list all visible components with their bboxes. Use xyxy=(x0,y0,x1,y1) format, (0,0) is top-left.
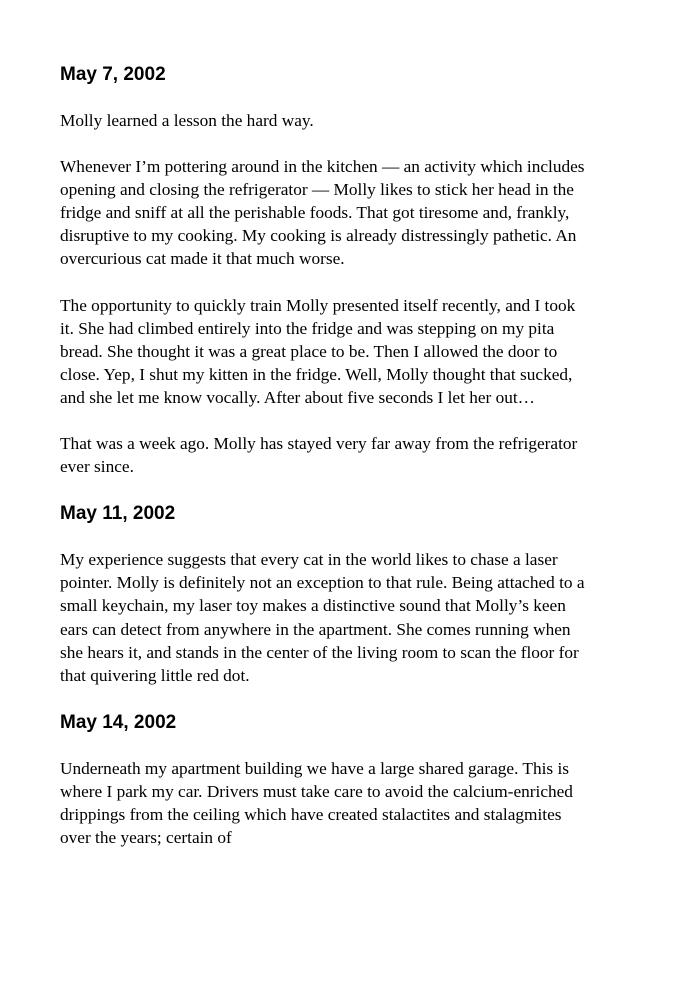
document-page xyxy=(60,62,585,872)
diary-entry-may-7 xyxy=(60,62,585,478)
diary-entry-may-14 xyxy=(60,710,585,849)
entry-paragraph: Molly learned a lesson the hard way. xyxy=(60,111,314,130)
diary-entry-may-11 xyxy=(60,501,585,687)
entry-paragraph: Underneath my apartment building we have a large shared garage. This is where I park my car. Drivers must take care to avoid the calcium-enriched drippings from the ceiling which have created stalactites and stalagmites over the years; certain of xyxy=(60,758,573,848)
entry-paragraph: My experience suggests that every cat in the world likes to chase a laser pointer. Molly is definitely not an exception to that rule. Being attached to a small keychain, my laser toy makes a distinctive sound that Molly’s keen ears can detect from anywhere in the apartment. She comes running when she hears it, and stands in the center of the living room to scan the floor for that quivering little red dot. xyxy=(60,550,585,685)
entry-date: May 11, 2002 xyxy=(60,503,176,525)
entry-date: May 7, 2002 xyxy=(60,64,166,85)
entry-paragraph: The opportunity to quickly train Molly presented itself recently, and I took it. She had climbed entirely into the fridge and was stepping on my pita bread. She thought it was a great place to be. Then I allowed the door to close. Yep, I shut my kitten in the fridge. Well, Molly thought that sucked, and she let me know vocally. After about five seconds I let her out… xyxy=(60,295,576,407)
entry-paragraph: Whenever I’m pottering around in the kitchen — an activity which includes opening and closing the refrigerator — Molly likes to stick her head in the fridge and sniff at all the perishable foods. That got tiresome and, frankly, disruptive to my cooking. My cooking is already distressingly pathetic. An overcurious cat made it that much worse. xyxy=(60,157,585,269)
entry-paragraph: That was a week ago. Molly has stayed very far away from the refrigerator ever since. xyxy=(60,434,578,477)
entry-date: May 14, 2002 xyxy=(60,711,177,733)
